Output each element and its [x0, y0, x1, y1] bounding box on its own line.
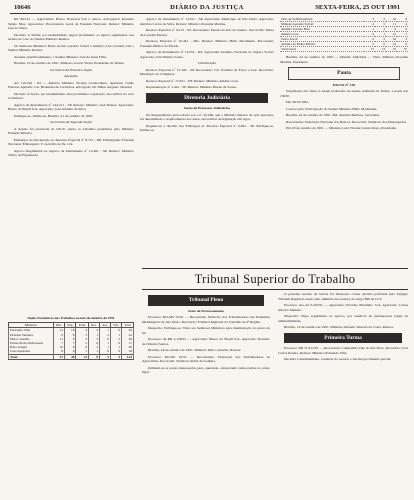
header-rule	[10, 13, 404, 14]
paragraph: Despacho: Publique-se. Vista aos Senhores Ministros para manifestação no prazo de lei.	[142, 326, 270, 335]
paragraph: Recurso Especial nº 10.441 - MG. Relator: Ministro Hélio Mosimann. Recorrente: Fazenda Pública do Estado.	[140, 39, 274, 48]
paragraph: Agravo de Instrumento nº 144.211 - SP. Relator: Ministro José Dantas. Agravante: Banco do Brasil S/A. Agravado: José Antônio da Silva.	[8, 102, 134, 111]
table-cell-value: 3	[397, 37, 408, 42]
table-cell-value: 17	[122, 341, 134, 345]
column-header: Dist.	[53, 323, 64, 328]
table-cell-value: 8	[397, 17, 408, 22]
section-heading: Distribuição	[198, 61, 216, 65]
table-cell-value: 9	[397, 42, 408, 47]
table-cell-value: 4	[76, 328, 89, 333]
pauta-title: PAUTA Nº 136	[332, 82, 356, 87]
paragraph: Agravo Regimental no Agravo de Instrumento nº 12.461 - SP. Relator: Ministro Sálvio de Figueiredo.	[8, 148, 134, 157]
table-note: Brasília, 24 de outubro de 1991 — Divisão Judiciária — Visto: Ministro Peçanha Martins, Presidente.	[280, 55, 408, 64]
paragraph: Embargos de Declaração no Recurso Especial nº 8.751 - PR. Embargante: Fazenda Nacional. Embargado: V. Acórdão de fls. 114.	[8, 137, 134, 146]
table-cell-value: 24	[122, 333, 134, 337]
paragraph: Processo: AI-RR 4.126/91 — Agravante: Banco do Brasil S/A. Agravado: Ronaldo de Oliveira Santos.	[142, 337, 270, 346]
table-cell-value: 1	[110, 333, 121, 337]
table-cell-value: 29	[122, 328, 134, 333]
paragraph: Dia 30/10/1991.	[286, 100, 310, 104]
table-cell-value: 3	[375, 27, 386, 32]
table-cell-name: Pedro Acioli	[280, 37, 364, 42]
table-cell-value: 12	[53, 328, 64, 333]
paragraph: AC 119.542 - RJ — Relator: Ministro Vicente Cernicchiaro. Apelante: União Federal. Apelado: Cia. Brasileira de Cartuchos. Advogado: Dr. Mário Augusto Teixeira.	[8, 80, 134, 89]
table-cell-value: 144	[122, 354, 134, 359]
section-heading: Setor de Processamento	[188, 308, 224, 313]
directorate-heading: Diretoria Judiciária	[146, 93, 268, 104]
table-cell-name: Antônio Torreão Braz	[280, 27, 364, 32]
paragraph: No Requerimento protocolado sob o nº 42.180, que o Ministro Relator da ação apreciou, foi determinado o arquivamento dos autos, nos termos da legislação em vigor.	[140, 112, 274, 121]
table-cell-value: 26	[122, 345, 134, 349]
paragraph: Brasília, 19 de outubro de 1991. Ministro Orlando Teixeira da Costa, Relator.	[284, 325, 394, 329]
paragraph: Processo: AG-AI 3.210/91 — Agravante: Petróleo Brasileiro S/A. Agravado: Carlos Alberto Mendes.	[278, 303, 408, 312]
paragraph: Ausente, justificadamente, o Senhor Ministro José de Jesus Filho.	[14, 54, 108, 59]
section-heading: Seção de Processos Judiciários	[183, 106, 231, 110]
table-cell-value: 0	[110, 341, 121, 345]
column-1	[8, 17, 134, 313]
column-header: Julg.	[65, 323, 76, 328]
table-cell-value: 57	[53, 354, 64, 359]
section-heading: Apelação	[64, 74, 78, 78]
table-cell-value: 2	[364, 37, 375, 42]
table-cell-name: Ermes Pedro Pedrassani	[9, 341, 54, 345]
table-cell-value: 7	[397, 32, 408, 37]
table-cell-name: José Ajuricaba	[9, 349, 54, 354]
table-cell-name: Orlando Teixeira	[9, 333, 54, 337]
table-cell-value: 0	[89, 341, 100, 345]
distribution-table	[280, 17, 408, 52]
table-cell-value: 2	[76, 341, 89, 345]
page-number: 10646	[14, 4, 31, 11]
paragraph: Agravo de Instrumento nº 13.911 - SP. Agravante: Município de São Paulo. Agravado: Antônio Carlos da Silva. Relator: Ministro Peçanha Martins.	[140, 17, 274, 26]
table-cell-value: 1	[100, 341, 111, 345]
table-cell-value: 0	[110, 328, 121, 333]
pauta-heading: Pauta	[288, 67, 400, 80]
paragraph: Registre-se a decisão dos Embargos no Recurso Especial nº 6.402 - SP. Publique-se. Intime-se.	[140, 123, 274, 132]
table-cell-value: 0	[100, 337, 111, 341]
table-cell-name: Hylo Gurgel	[9, 345, 54, 349]
issue-date: SEXTA-FEIRA, 25 OUT 1991	[315, 4, 400, 11]
court-section-title: Tribunal Superior do Trabalho	[142, 268, 408, 290]
table-cell-value: 0	[110, 349, 121, 354]
paragraph: Decisão: A Turma, por unanimidade, negou provimento ao agravo regimental, nos termos do voto do Senhor Ministro Relator.	[8, 32, 134, 41]
table-cell-value: 11	[53, 337, 64, 341]
paragraph: Brasília, 18 de outubro de 1991. Ministro Marco Aurélio, Relator.	[148, 348, 242, 352]
table-cell-value: 2	[364, 22, 375, 27]
paragraph: Processo: RO-MS 52/91 — Recorrente: Sindicato dos Trabalhadores nas Indústrias Metalúrgicas de São Paulo. Recorrido: Tribunal Regional do Trabalho da 2ª Região.	[142, 315, 270, 324]
statistics-block	[8, 316, 134, 498]
paragraph: RE 99/141 — Agravantes: Banco Nacional S/A e outros. Advogados: Ronaldo Sérgio Dias. Agravados: Procuradoria Geral da Fazenda Nacional. Relator: Ministro Garcia Vieira.	[8, 17, 134, 30]
paragraph: Brasília, 23 de outubro de 1991. Ministro Garcia Vieira, Presidente da Turma.	[14, 61, 125, 65]
table-cell-value: 9	[89, 354, 100, 359]
table-cell-value: 2	[375, 17, 386, 22]
table-cell-value: 9	[53, 333, 64, 337]
page-header	[6, 2, 408, 13]
table-cell-value: 10	[386, 37, 397, 42]
table-cell-value: 2	[89, 345, 100, 349]
table-cell-value: 4	[364, 32, 375, 37]
column-header: Total	[122, 323, 134, 328]
table-cell-value: 14	[386, 42, 397, 47]
table-cell-value: 1	[100, 345, 111, 349]
paragraph: Recorrentes: Federação Nacional dos Bancos. Recorrido: Sindicato dos Empregados.	[286, 119, 407, 124]
table-cell-value: 1	[76, 349, 89, 354]
table-cell-value: 4	[397, 22, 408, 27]
table-cell-value: 21	[76, 354, 89, 359]
paragraph: Em 18 de outubro de 1991 — Ministro Luiz Vicente Cernicchiaro, Presidente.	[286, 126, 397, 130]
table-cell-name: Ministro Geraldo Sobral	[280, 22, 364, 27]
table-row	[9, 354, 134, 359]
paragraph: Julgamento dos feitos a serem realizados na sessão ordinária da Turma, a partir das 13h30.	[280, 89, 408, 98]
table-cell-value: 8	[65, 349, 76, 354]
paragraph: O presente recurso de revista foi interposto contra decisão proferida pelo Egrégio Tribunal Regional, tendo sido admitido nos termos do artigo 896 da CLT.	[278, 292, 408, 301]
paragraph: Agravo de Instrumento nº 14.052 - RS. Agravante: Instituto Nacional do Seguro Social. Agravado: João Batista Souza.	[140, 50, 274, 59]
table-cell-name: Marco Aurélio	[9, 337, 54, 341]
statistics-caption: Dados Estatísticos dos Trabalhos no mês de outubro de 1991	[27, 316, 115, 320]
paragraph: Os Senhores Ministros Pedro Acioli, Geraldo Sobral e Américo Luz votaram com o Senhor Ministro Relator.	[8, 43, 134, 52]
table-cell-value: 30	[122, 337, 134, 341]
table-cell-value: 8	[65, 333, 76, 337]
table-cell-value: 1	[364, 27, 375, 32]
table-cell-value: 9	[65, 337, 76, 341]
table-cell-value: 5	[76, 337, 89, 341]
table-cell-value: 10	[65, 328, 76, 333]
table-cell-name: Fernando Vilar	[9, 328, 54, 333]
lower-column-2	[142, 292, 270, 498]
paragraph: Recurso Especial nº 9.213 - RJ. Recorrente: Estado do Rio de Janeiro. Recorrido: Maria de Lourdes Pereira.	[140, 28, 274, 37]
table-cell-value: 5	[375, 22, 386, 27]
table-cell-value: 0	[100, 349, 111, 354]
paragraph: Convocação: Participação do Senhor Ministro Hélio Mosimann.	[286, 106, 378, 111]
column-header: Pend.	[76, 323, 89, 328]
table-cell-value: 3	[76, 333, 89, 337]
table-cell-value: 4	[110, 354, 121, 359]
paragraph: Decisão: A Seção, por unanimidade, deu provimento à apelação, nos termos do voto do Relator.	[8, 91, 134, 100]
table-cell-value: 72	[386, 47, 397, 52]
paragraph: A Sessão foi encerrada às 12h10, sendo os trabalhos presididos pelo Ministro Eduardo Ribeiro.	[8, 126, 134, 135]
table-cell-value: 2	[110, 337, 121, 341]
table-cell-value: 3	[364, 17, 375, 22]
table-cell-value: 6	[76, 345, 89, 349]
table-cell-value: 10	[53, 345, 64, 349]
table-cell-value: 2	[375, 37, 386, 42]
table-cell-value: 12	[386, 32, 397, 37]
paragraph: Brasília, 24 de outubro de 1991. Bel. Antônio Barbosa, Secretário.	[286, 113, 381, 117]
paragraph: Publique-se. Intime-se. Brasília, 21 de outubro de 1991.	[14, 113, 94, 118]
table-cell-value: 18	[122, 349, 134, 354]
column-header: Vist.	[110, 323, 121, 328]
section-heading: Secretaria da Primeira Seção	[49, 67, 93, 72]
table-cell-value: 37	[397, 47, 408, 52]
paragraph: Intimem-se as partes interessadas para, querendo, oferecerem contra-razões no prazo legal.	[142, 365, 270, 374]
table-cell-value: 13	[375, 47, 386, 52]
table-cell-value: 1	[100, 328, 111, 333]
table-cell-value: 1	[110, 345, 121, 349]
plenary-heading: Tribunal Pleno	[148, 295, 264, 306]
table-cell-value: 1	[375, 32, 386, 37]
journal-title: DIÁRIO DA JUSTIÇA	[170, 4, 244, 11]
table-cell-value: 8	[53, 349, 64, 354]
table-cell-value: 0	[375, 42, 386, 47]
table-cell-name: Total Geral	[280, 47, 364, 52]
column-3	[280, 17, 408, 267]
first-panel-heading: Primeira Turma	[284, 333, 402, 344]
table-cell-name: Antônio de Pádua Ribeiro	[280, 42, 364, 47]
table-cell-value: 6	[65, 345, 76, 349]
paragraph: Processo: RO-DC 91/91 — Recorrentes: Federação dos Trabalhadores na Agricultura. Recorrido: Sindicato Rural de Goiânia.	[142, 354, 270, 363]
table-row	[280, 47, 408, 52]
paragraph: Despacho: Nego seguimento ao agravo, por ausência de pressupostos legais de admissibilidade.	[278, 314, 408, 323]
table-cell-value: 5	[364, 42, 375, 47]
paragraph: Processo: RR 37.412/91 — Recorrente: Companhia Vale do Rio Doce. Recorrido: José Carlos Pereira. Relator: Ministro Fernando Vilar.	[278, 346, 408, 355]
table-cell-value: 16	[386, 17, 397, 22]
statistics-table	[8, 322, 134, 360]
table-cell-value: 3	[89, 337, 100, 341]
table-cell-name: Américo Luz	[280, 32, 364, 37]
table-cell-value: 2	[89, 328, 100, 333]
section-heading: Secretaria da Segunda Seção	[50, 120, 92, 124]
table-cell-value: 48	[65, 354, 76, 359]
table-cell-name: Total	[9, 354, 54, 359]
table-cell-name: Júlio de Sá Bierrenbach	[280, 17, 364, 22]
table-cell-value: 7	[53, 341, 64, 345]
table-cell-value: 6	[397, 27, 408, 32]
table-cell-value: 2	[100, 333, 111, 337]
paragraph: Representação nº 1.441 - SP. Relator: Ministro Bueno de Souza.	[146, 85, 237, 89]
lower-column-3	[278, 292, 408, 498]
table-cell-value: 9	[386, 27, 397, 32]
column-header: Arq.	[100, 323, 111, 328]
table-cell-value: 5	[100, 354, 111, 359]
paragraph: Recurso Especial nº 15.321 - DF. Relator: Ministro Américo Luz.	[146, 78, 239, 83]
column-header: Ministros	[9, 323, 54, 328]
column-header: Rec.	[89, 323, 100, 328]
table-cell-value: 1	[89, 333, 100, 337]
paragraph: Recurso Especial nº 15.320 - SP. Recorrente: Cia. Paulista de Força e Luz. Recorrido: Município de Campinas.	[140, 67, 274, 76]
table-cell-value: 7	[65, 341, 76, 345]
table-cell-value: 11	[386, 22, 397, 27]
paragraph: Decisão: Unanimemente, conhecer do recurso e dar-lhe provimento parcial.	[284, 357, 392, 361]
table-cell-value: 17	[364, 47, 375, 52]
table-cell-value: 1	[89, 349, 100, 354]
